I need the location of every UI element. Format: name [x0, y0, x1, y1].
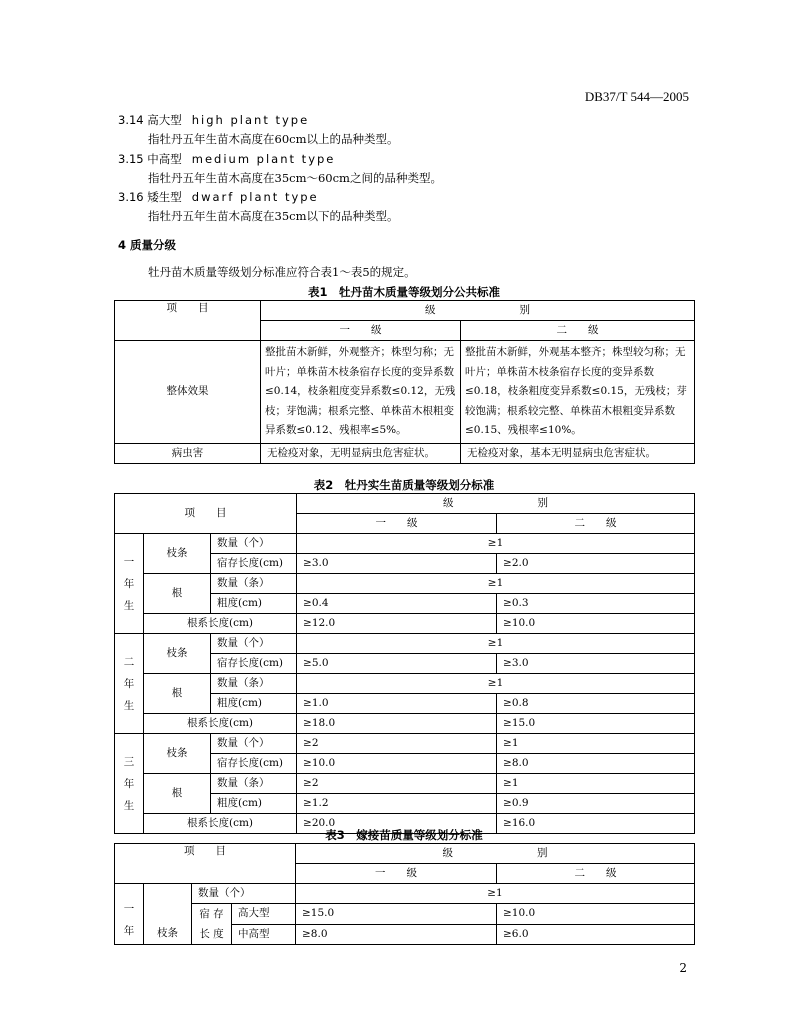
table3-grade2-header: 二 级	[497, 864, 695, 884]
table-cell: ≥3.0	[497, 654, 695, 674]
table2	[114, 493, 695, 834]
table-cell: ≥6.0	[497, 924, 695, 945]
section-4-heading: 4 质量分级	[118, 238, 177, 252]
row-label: 数量（个）	[192, 884, 296, 904]
table-cell: ≥1	[497, 774, 695, 794]
table-cell: ≥2	[297, 774, 497, 794]
row-label: 数量（个）	[211, 534, 297, 554]
row-label: 根系长度(cm)	[144, 814, 297, 834]
table-cell: ≥2.0	[497, 554, 695, 574]
table-cell: ≥1	[297, 634, 695, 654]
document-code: DB37/T 544—2005	[584, 89, 689, 104]
table1	[114, 300, 695, 464]
page-number: 2	[679, 961, 687, 975]
row-label: 高大型	[232, 904, 296, 925]
row-label: 根系长度(cm)	[144, 714, 297, 734]
row-label: 数量（条）	[211, 674, 297, 694]
branch-label: 枝条	[144, 634, 211, 674]
year-label: 三年生	[115, 734, 144, 834]
row-label: 数量（条）	[211, 774, 297, 794]
table-cell: ≥0.8	[497, 694, 695, 714]
branch-label: 枝条	[144, 884, 192, 945]
table-cell: ≥10.0	[297, 754, 497, 774]
table-cell: ≥1	[497, 734, 695, 754]
row-label: 中高型	[232, 924, 296, 945]
table1-grade2-header: 二 级	[461, 321, 695, 341]
table3	[114, 843, 695, 945]
year-label: 一年生	[115, 534, 144, 634]
table2-caption: 表2 牡丹实生苗质量等级划分标准	[313, 478, 495, 492]
table-cell: ≥0.9	[497, 794, 695, 814]
branch-label: 枝条	[144, 534, 211, 574]
table-cell: ≥1.2	[297, 794, 497, 814]
row-label: 粗度(cm)	[211, 594, 297, 614]
table1-cell: 整批苗木新鲜，外观基本整齐；株型较匀称；无叶片；单株苗木枝条宿存长度的变异系数≤0.18，枝条粗度变异系数≤0.15，无残枝；芽较饱满；根系较完整、单株苗木根粗变异系数≤0.15、残根率≤10%。	[461, 341, 695, 444]
table-cell: ≥20.0	[297, 814, 497, 834]
section-3-14-desc: 指牡丹五年生苗木高度在60cm以上的品种类型。	[148, 132, 399, 146]
table1-cell: 无检疫对象，无明显病虫危害症状。	[261, 443, 461, 463]
section-3-16-heading: 3.16 矮生型 dwarf plant type	[118, 190, 319, 204]
root-label: 根	[144, 774, 211, 814]
table-cell: ≥3.0	[297, 554, 497, 574]
row-label: 粗度(cm)	[211, 694, 297, 714]
table1-row-label: 整体效果	[115, 341, 261, 444]
table-cell: ≥1	[297, 574, 695, 594]
table-cell: ≥1	[296, 884, 695, 904]
year-label: 二年生	[115, 634, 144, 734]
table-cell: ≥8.0	[296, 924, 497, 945]
table-cell: ≥16.0	[497, 814, 695, 834]
root-label: 根	[144, 574, 211, 614]
table2-grade2-header: 二 级	[497, 514, 695, 534]
row-label: 粗度(cm)	[211, 794, 297, 814]
table-cell: ≥15.0	[497, 714, 695, 734]
table3-grade-header: 级 别	[296, 844, 695, 864]
table-cell: ≥0.3	[497, 594, 695, 614]
table-cell: ≥2	[297, 734, 497, 754]
table1-item-header: 项 目	[115, 301, 261, 341]
row-label: 数量（个）	[211, 634, 297, 654]
table2-item-header: 项 目	[115, 494, 297, 534]
table-cell: ≥12.0	[297, 614, 497, 634]
table3-caption: 表3 嫁接苗质量等级划分标准	[325, 828, 483, 842]
section-3-14-heading: 3.14 高大型 high plant type	[118, 113, 310, 127]
table-cell: ≥1.0	[297, 694, 497, 714]
table1-row-label: 病虫害	[115, 443, 261, 463]
table1-cell: 整批苗木新鲜，外观整齐；株型匀称；无叶片；单株苗木枝条宿存长度的变异系数≤0.14，枝条粗度变异系数≤0.12，无残枝；芽饱满；根系完整、单株苗木根粗变异系数≤0.12、残根率≤5%。	[261, 341, 461, 444]
row-label: 宿存长度(cm)	[211, 654, 297, 674]
row-label: 宿存长度(cm)	[211, 754, 297, 774]
table1-caption: 表1 牡丹苗木质量等级划分公共标准	[308, 285, 500, 299]
table-cell: ≥15.0	[296, 904, 497, 925]
row-label: 数量（个）	[211, 734, 297, 754]
table-cell: ≥1	[297, 534, 695, 554]
year-label: 一 年	[115, 884, 144, 945]
table-cell: ≥1	[297, 674, 695, 694]
table-cell: ≥0.4	[297, 594, 497, 614]
table-cell: ≥18.0	[297, 714, 497, 734]
row-label: 数量（条）	[211, 574, 297, 594]
table-cell: ≥5.0	[297, 654, 497, 674]
table3-item-header: 项 目	[115, 844, 296, 884]
table-cell: ≥8.0	[497, 754, 695, 774]
row-label: 宿存长度(cm)	[211, 554, 297, 574]
section-3-15-heading: 3.15 中高型 medium plant type	[118, 152, 336, 166]
root-label: 根	[144, 674, 211, 714]
section-3-15-desc: 指牡丹五年生苗木高度在35cm～60cm之间的品种类型。	[148, 171, 442, 185]
section-3-16-desc: 指牡丹五年生苗木高度在35cm以下的品种类型。	[148, 209, 399, 223]
table1-cell: 无检疫对象，基本无明显病虫危害症状。	[461, 443, 695, 463]
section-4-intro: 牡丹苗木质量等级划分标准应符合表1～表5的规定。	[148, 265, 416, 279]
branch-label: 枝条	[144, 734, 211, 774]
row-label: 根系长度(cm)	[144, 614, 297, 634]
table3-grade1-header: 一 级	[296, 864, 497, 884]
table1-grade1-header: 一 级	[261, 321, 461, 341]
table-cell: ≥10.0	[497, 614, 695, 634]
table-cell: ≥10.0	[497, 904, 695, 925]
table2-grade1-header: 一 级	[297, 514, 497, 534]
table1-grade-header: 级 别	[261, 301, 695, 321]
table2-grade-header: 级 别	[297, 494, 695, 514]
length-label: 宿 存 长 度	[192, 904, 232, 945]
